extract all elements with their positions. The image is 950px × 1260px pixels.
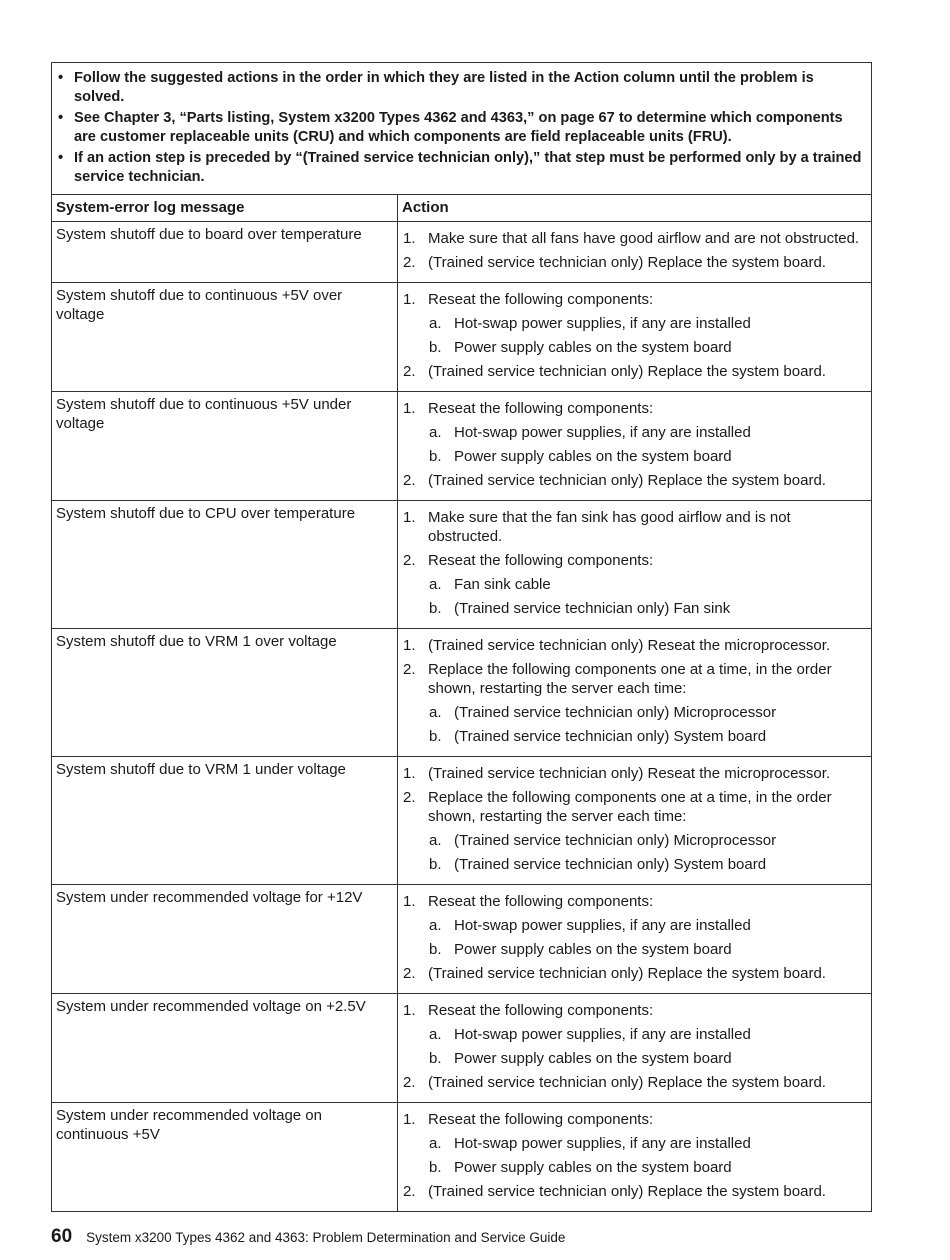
substep-text: (Trained service technician only) System board [454, 728, 767, 745]
substep-letter: a. [429, 1135, 442, 1152]
action-cell [398, 629, 872, 757]
action-substep [402, 447, 863, 466]
note-item [56, 149, 865, 187]
error-message-cell: System under recommended voltage for +12V [52, 885, 398, 994]
substep-letter: b. [429, 728, 442, 745]
table-row [52, 757, 872, 885]
substep-text: Hot-swap power supplies, if any are installed [454, 1026, 751, 1043]
table-row [52, 392, 872, 501]
step-text: Reseat the following components: [428, 1002, 654, 1019]
error-message-cell: System shutoff due to board over temperature [52, 222, 398, 283]
error-log-sheet [51, 62, 871, 1212]
action-cell [398, 757, 872, 885]
bullet-icon: • [58, 150, 64, 166]
table-row [52, 222, 872, 283]
action-step [402, 1182, 863, 1201]
action-step [402, 399, 863, 418]
step-text: Make sure that all fans have good airflow and are not obstructed. [428, 230, 860, 247]
step-text: (Trained service technician only) Replace the system board. [428, 363, 826, 380]
action-step [402, 290, 863, 309]
action-step [402, 508, 863, 546]
action-step [402, 1073, 863, 1092]
substep-letter: b. [429, 600, 442, 617]
footer-title: System x3200 Types 4362 and 4363: Problem Determination and Service Guide [86, 1230, 566, 1245]
step-number: 1. [403, 509, 416, 526]
action-substep [402, 1025, 863, 1044]
step-text: (Trained service technician only) Replace the system board. [428, 1183, 826, 1200]
substep-text: Fan sink cable [454, 576, 551, 593]
substep-letter: a. [429, 576, 442, 593]
substep-text: Hot-swap power supplies, if any are installed [454, 424, 751, 441]
action-step [402, 253, 863, 272]
error-message-cell: System under recommended voltage on +2.5V [52, 994, 398, 1103]
substep-text: Power supply cables on the system board [454, 448, 732, 465]
substep-letter: a. [429, 424, 442, 441]
substep-letter: b. [429, 339, 442, 356]
action-step [402, 229, 863, 248]
table-row [52, 885, 872, 994]
substep-text: Power supply cables on the system board [454, 941, 732, 958]
step-number: 1. [403, 400, 416, 417]
error-log-table [51, 62, 872, 1212]
action-substep [402, 916, 863, 935]
action-step [402, 892, 863, 911]
table-row [52, 994, 872, 1103]
page-footer [51, 1226, 565, 1248]
bullet-icon: • [58, 110, 64, 126]
substep-letter: a. [429, 1026, 442, 1043]
column-header-message: System-error log message [52, 195, 398, 222]
note-item [56, 69, 865, 107]
error-message-cell: System shutoff due to continuous +5V over voltage [52, 283, 398, 392]
substep-letter: b. [429, 448, 442, 465]
step-text: Reseat the following components: [428, 552, 654, 569]
substep-text: Power supply cables on the system board [454, 1159, 732, 1176]
step-text: (Trained service technician only) Replace the system board. [428, 254, 826, 271]
action-step [402, 660, 863, 698]
action-cell [398, 392, 872, 501]
step-number: 1. [403, 893, 416, 910]
step-text: Make sure that the fan sink has good airflow and is not obstructed. [428, 509, 791, 545]
step-text: (Trained service technician only) Replace the system board. [428, 965, 826, 982]
action-substep [402, 703, 863, 722]
substep-text: Hot-swap power supplies, if any are installed [454, 917, 751, 934]
substep-letter: b. [429, 1050, 442, 1067]
substep-letter: b. [429, 856, 442, 873]
action-substep [402, 1049, 863, 1068]
substep-letter: a. [429, 315, 442, 332]
action-substep [402, 1158, 863, 1177]
step-text: Replace the following components one at a time, in the order shown, restarting the server each time: [428, 661, 832, 697]
step-number: 2. [403, 1074, 416, 1091]
table-header-row [52, 195, 872, 222]
step-number: 2. [403, 965, 416, 982]
action-step [402, 551, 863, 570]
substep-text: (Trained service technician only) Microprocessor [454, 704, 777, 721]
substep-text: Power supply cables on the system board [454, 339, 732, 356]
notes-cell [52, 63, 872, 195]
action-substep [402, 727, 863, 746]
error-message-cell: System shutoff due to VRM 1 over voltage [52, 629, 398, 757]
step-number: 2. [403, 254, 416, 271]
substep-letter: a. [429, 917, 442, 934]
action-substep [402, 338, 863, 357]
substep-letter: b. [429, 941, 442, 958]
error-message-cell: System shutoff due to continuous +5V under voltage [52, 392, 398, 501]
step-number: 2. [403, 472, 416, 489]
error-message-cell: System shutoff due to CPU over temperature [52, 501, 398, 629]
table-row [52, 1103, 872, 1212]
step-number: 2. [403, 363, 416, 380]
step-text: Reseat the following components: [428, 1111, 654, 1128]
step-text: (Trained service technician only) Reseat the microprocessor. [428, 637, 831, 654]
step-number: 2. [403, 661, 416, 678]
action-substep [402, 940, 863, 959]
table-row [52, 283, 872, 392]
action-cell [398, 501, 872, 629]
step-text: (Trained service technician only) Replace the system board. [428, 472, 826, 489]
step-text: Reseat the following components: [428, 400, 654, 417]
note-item [56, 109, 865, 147]
action-step [402, 764, 863, 783]
bullet-icon: • [58, 70, 64, 86]
notes-row [52, 63, 872, 195]
step-text: Reseat the following components: [428, 893, 654, 910]
action-step [402, 788, 863, 826]
step-number: 1. [403, 1002, 416, 1019]
action-substep [402, 575, 863, 594]
step-text: Replace the following components one at a time, in the order shown, restarting the server each time: [428, 789, 832, 825]
step-text: (Trained service technician only) Replace the system board. [428, 1074, 826, 1091]
substep-text: Hot-swap power supplies, if any are installed [454, 315, 751, 332]
step-number: 2. [403, 789, 416, 806]
note-text: If an action step is preceded by “(Trained service technician only),” that step must be performed only by a trained service technician. [74, 150, 862, 185]
action-cell [398, 222, 872, 283]
action-step [402, 636, 863, 655]
action-cell [398, 885, 872, 994]
action-substep [402, 1134, 863, 1153]
substep-letter: a. [429, 704, 442, 721]
error-message-cell: System under recommended voltage on continuous +5V [52, 1103, 398, 1212]
action-substep [402, 855, 863, 874]
step-text: Reseat the following components: [428, 291, 654, 308]
action-cell [398, 1103, 872, 1212]
column-header-action: Action [398, 195, 872, 222]
action-substep [402, 314, 863, 333]
step-number: 2. [403, 1183, 416, 1200]
action-substep [402, 831, 863, 850]
action-substep [402, 423, 863, 442]
action-step [402, 964, 863, 983]
step-number: 1. [403, 637, 416, 654]
step-number: 1. [403, 230, 416, 247]
page-number: 60 [51, 1226, 73, 1247]
step-number: 1. [403, 765, 416, 782]
action-cell [398, 994, 872, 1103]
action-cell [398, 283, 872, 392]
table-row [52, 629, 872, 757]
substep-text: Hot-swap power supplies, if any are installed [454, 1135, 751, 1152]
note-text: Follow the suggested actions in the order in which they are listed in the Action column until the problem is solved. [74, 70, 814, 105]
step-number: 2. [403, 552, 416, 569]
substep-text: Power supply cables on the system board [454, 1050, 732, 1067]
substep-text: (Trained service technician only) Fan sink [454, 600, 731, 617]
substep-letter: b. [429, 1159, 442, 1176]
table-row [52, 501, 872, 629]
action-step [402, 1001, 863, 1020]
step-number: 1. [403, 291, 416, 308]
error-message-cell: System shutoff due to VRM 1 under voltage [52, 757, 398, 885]
note-text: See Chapter 3, “Parts listing, System x3200 Types 4362 and 4363,” on page 67 to determine which components are customer replaceable units (CRU) and which components are field replaceable units (FRU). [74, 110, 843, 145]
notes-list [56, 69, 865, 187]
step-number: 1. [403, 1111, 416, 1128]
substep-text: (Trained service technician only) Microprocessor [454, 832, 777, 849]
action-substep [402, 599, 863, 618]
action-step [402, 1110, 863, 1129]
substep-letter: a. [429, 832, 442, 849]
substep-text: (Trained service technician only) System board [454, 856, 767, 873]
action-step [402, 471, 863, 490]
action-step [402, 362, 863, 381]
step-text: (Trained service technician only) Reseat the microprocessor. [428, 765, 831, 782]
